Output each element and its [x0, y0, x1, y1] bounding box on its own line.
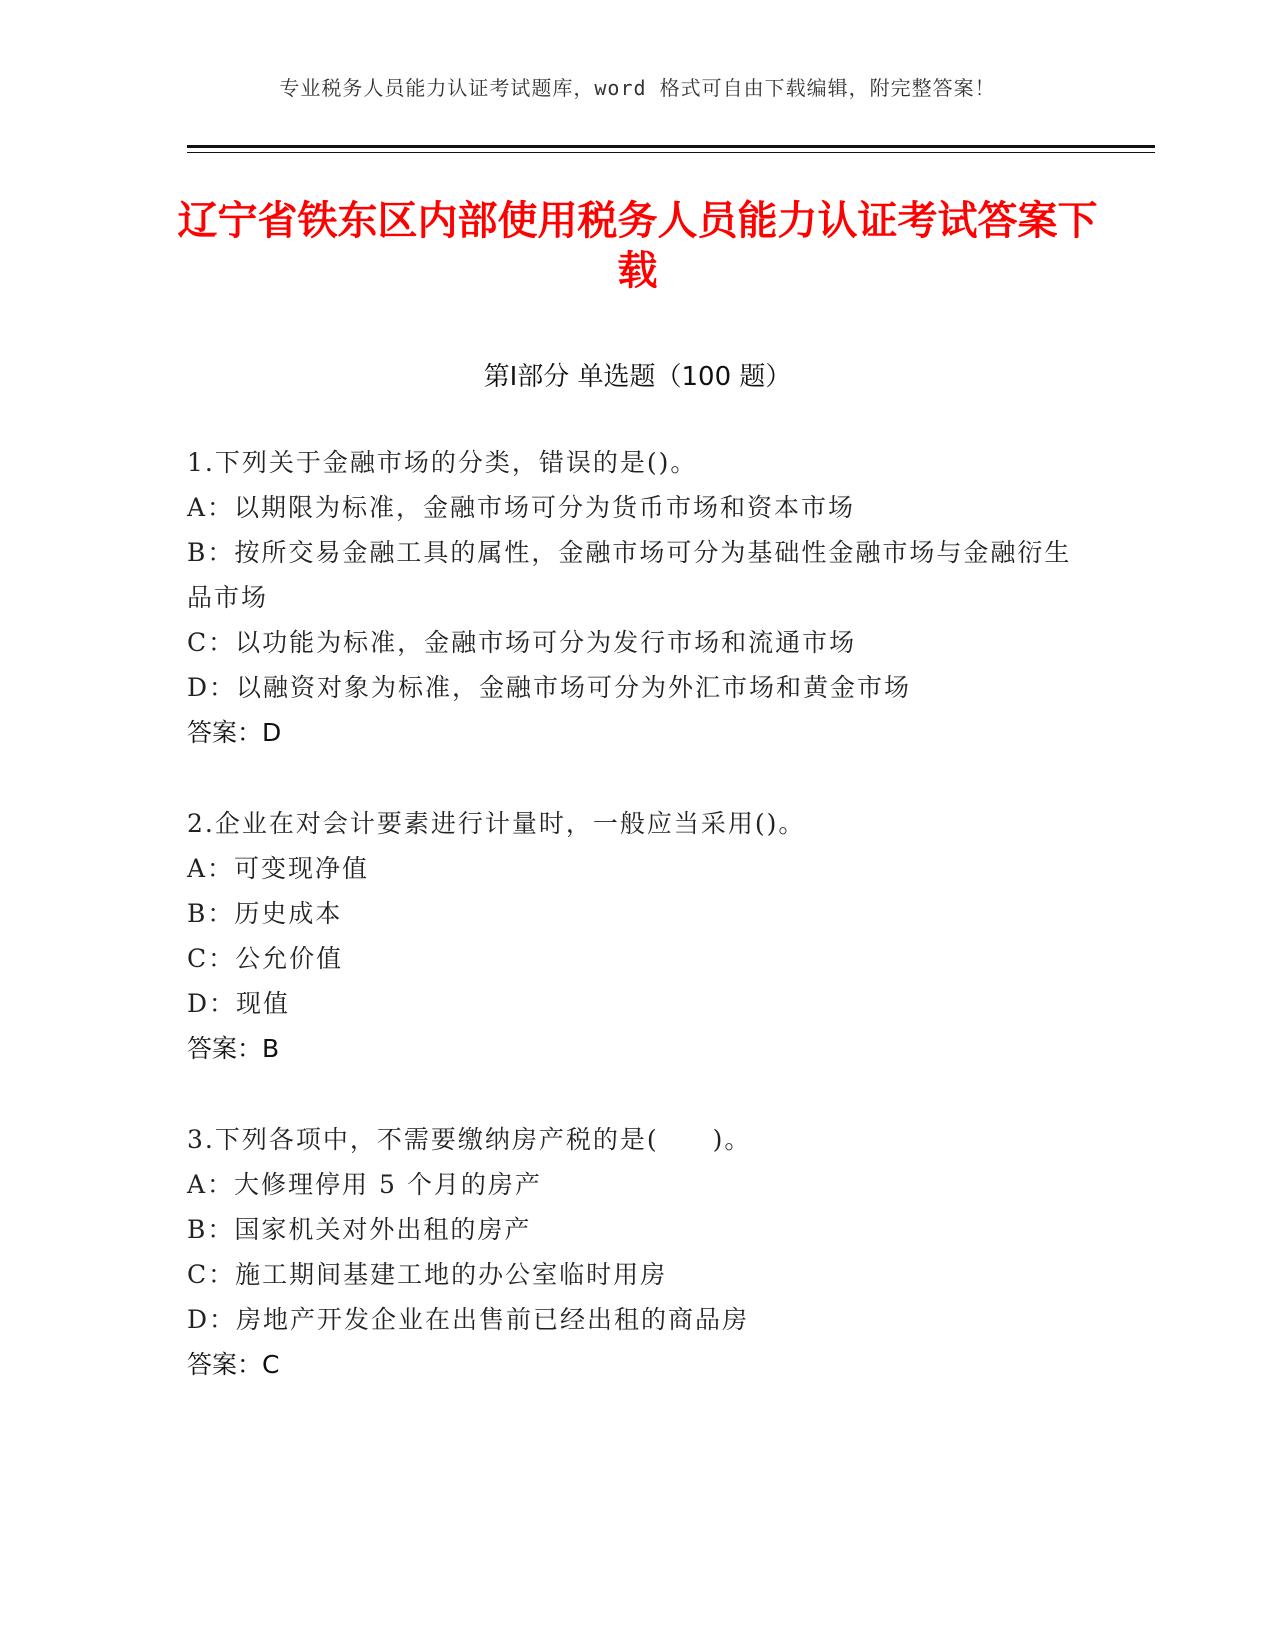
option-d: D：现值	[187, 989, 291, 1018]
question-list	[187, 440, 1087, 1433]
option-b: B：按所交易金融工具的属性，金融市场可分为基础性金融市场与金融衍生品市场	[187, 538, 1072, 612]
question-stem: 2.企业在对会计要素进行计量时，一般应当采用()。	[187, 809, 806, 838]
question-stem: 1.下列关于金融市场的分类，错误的是()。	[187, 448, 698, 477]
header-divider-thin	[187, 152, 1155, 153]
question-1	[187, 440, 1087, 755]
option-b: B：国家机关对外出租的房产	[187, 1215, 532, 1244]
option-c: C：公允价值	[187, 944, 344, 973]
option-c: C：施工期间基建工地的办公室临时用房	[187, 1260, 668, 1289]
option-d: D：以融资对象为标准，金融市场可分为外汇市场和黄金市场	[187, 673, 912, 702]
document-title: 辽宁省铁东区内部使用税务人员能力认证考试答案下载	[177, 198, 1098, 294]
question-3	[187, 1117, 1087, 1387]
header-note: 专业税务人员能力认证考试题库，word 格式可自由下载编辑，附完整答案！	[279, 76, 996, 100]
option-a: A：以期限为标准，金融市场可分为货币市场和资本市场	[187, 493, 856, 522]
question-2	[187, 801, 1087, 1071]
option-c: C：以功能为标准，金融市场可分为发行市场和流通市场	[187, 628, 857, 657]
option-b: B：历史成本	[187, 899, 343, 928]
answer: 答案：B	[187, 1034, 280, 1063]
option-d: D：房地产开发企业在出售前已经出租的商品房	[187, 1305, 750, 1334]
section-title: 第Ⅰ部分 单选题（100 题）	[483, 362, 792, 392]
answer: 答案：C	[187, 1350, 280, 1379]
option-a: A：可变现净值	[187, 854, 370, 883]
header-divider-thick	[187, 145, 1155, 148]
option-a: A：大修理停用 5 个月的房产	[187, 1170, 542, 1199]
answer: 答案：D	[187, 718, 282, 747]
question-stem: 3.下列各项中，不需要缴纳房产税的是( )。	[187, 1125, 752, 1154]
